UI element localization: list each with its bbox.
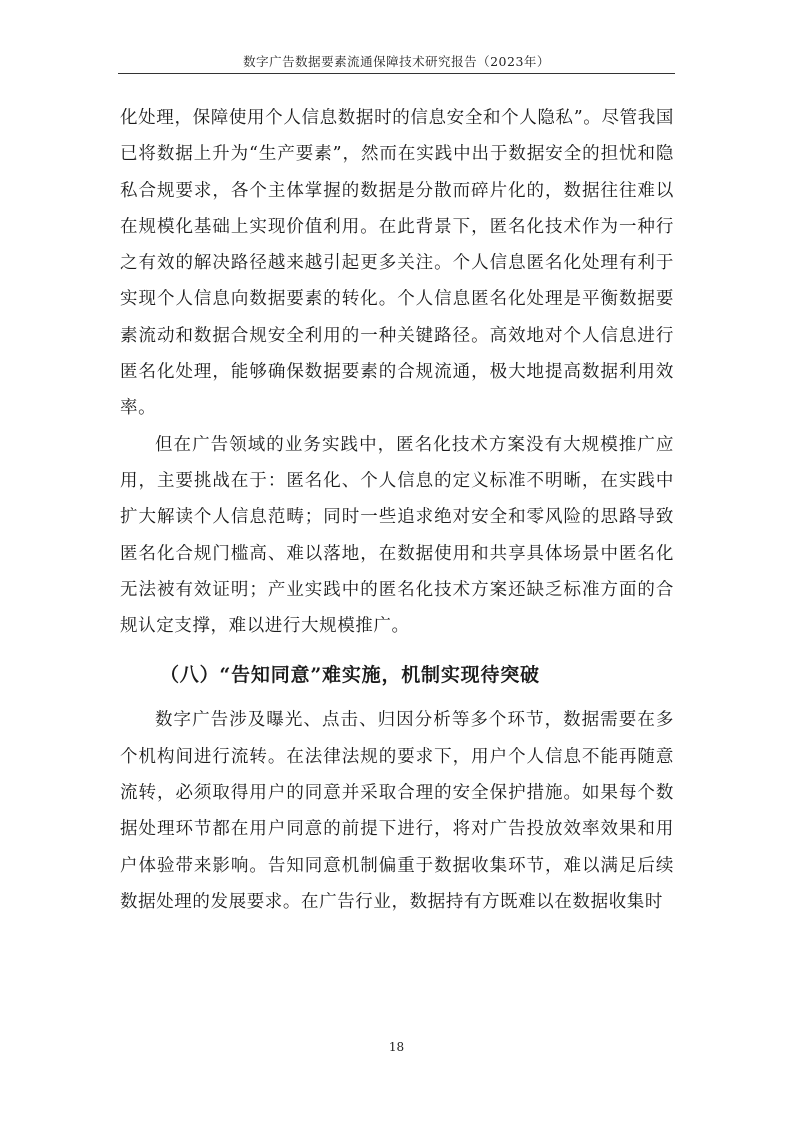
- body-paragraph: 但在广告领域的业务实践中，匿名化技术方案没有大规模推广应用，主要挑战在于：匿名化、个人信息的定义标准不明晰，在实践中扩大解读个人信息范畴；同时一些追求绝对安全和零风险的思路导致匿名化合规门槛高、难以落地，在数据使用和共享具体场景中匿名化无法被有效证明；产业实践中的匿名化技术方案还缺乏标准方面的合规认定支撑，难以进行大规模推广。: [120, 434, 674, 637]
- document-body: [120, 100, 674, 920]
- header-divider: [118, 73, 675, 74]
- section-heading: （八）“告知同意”难实施，机制实现待突破: [160, 664, 540, 687]
- page-number: 18: [388, 1040, 405, 1054]
- running-header: 数字广告数据要素流通保障技术研究报告（2023年）: [243, 54, 550, 69]
- body-paragraph-continued: 化处理，保障使用个人信息数据时的信息安全和个人隐私”。尽管我国已将数据上升为“生产要素”，然而在实践中出于数据安全的担忧和隐私合规要求，各个主体掌握的数据是分散而碎片化的，数据往往难以在规模化基础上实现价值利用。在此背景下，匿名化技术作为一种行之有效的解决路径越来越引起更多关注。个人信息匿名化处理有利于实现个人信息向数据要素的转化。个人信息匿名化处理是平衡数据要素流动和数据合规安全利用的一种关键路径。高效地对个人信息进行匿名化处理，能够确保数据要素的合规流通，极大地提高数据利用效率。: [120, 108, 674, 419]
- body-paragraph: 数字广告涉及曝光、点击、归因分析等多个环节，数据需要在多个机构间进行流转。在法律法规的要求下，用户个人信息不能再随意流转，必须取得用户的同意并采取合理的安全保护措施。如果每个数据处理环节都在用户同意的前提下进行，将对广告投放效率效果和用户体验带来影响。告知同意机制偏重于数据收集环节，难以满足后续数据处理的发展要求。在广告行业，数据持有方既难以在数据收集时: [120, 710, 674, 912]
